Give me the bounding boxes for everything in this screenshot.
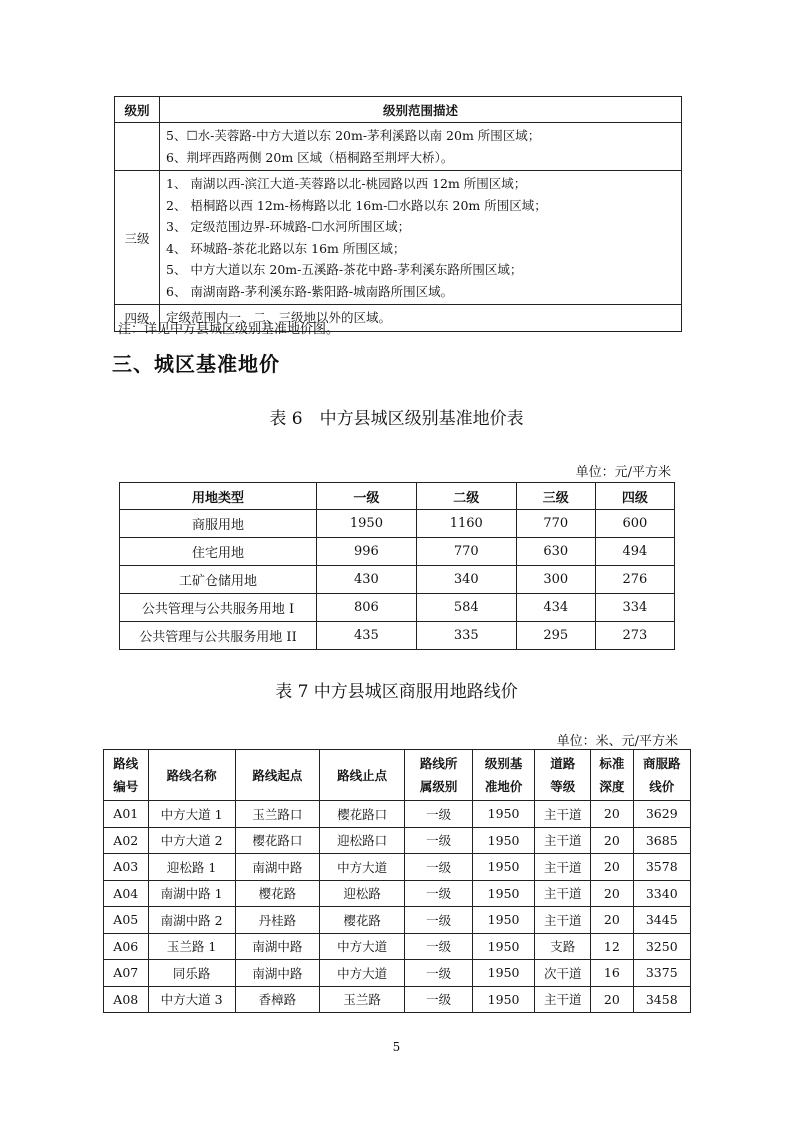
table-cell: 3629 bbox=[633, 801, 690, 828]
table-cell: 340 bbox=[416, 566, 516, 594]
table-cell: 南湖中路 bbox=[235, 854, 319, 881]
description-line: 6、 南湖南路-茅利溪东路-紫阳路-城南路所围区域。 bbox=[166, 283, 454, 299]
table-cell: A02 bbox=[104, 827, 149, 854]
table-cell: 435 bbox=[317, 622, 417, 650]
description-line: 5、☐水-芙蓉路-中方大道以东 20m-茅利溪路以南 20m 所围区域； bbox=[166, 128, 541, 143]
level-cell: 三级 bbox=[115, 171, 160, 305]
table-cell: 香樟路 bbox=[235, 986, 319, 1013]
table-cell: 南湖中路 2 bbox=[148, 907, 235, 934]
table-cell: 20 bbox=[591, 986, 633, 1013]
table-cell: 3578 bbox=[633, 854, 690, 881]
table-cell: 300 bbox=[516, 566, 595, 594]
table-row bbox=[104, 986, 691, 1013]
level-cell: 四级 bbox=[115, 305, 160, 332]
table-cell: 主干道 bbox=[535, 801, 591, 828]
table6-caption: 表 6 中方县城区级别基准地价表 bbox=[269, 409, 524, 429]
table-header-cell: 一级 bbox=[317, 483, 417, 510]
table-cell: 20 bbox=[591, 854, 633, 881]
table-cell: A08 bbox=[104, 986, 149, 1013]
section-title: 三、城区基准地价 bbox=[112, 352, 280, 376]
header-line: 路线止点 bbox=[337, 767, 388, 783]
table-cell: 295 bbox=[516, 622, 595, 650]
table-cell: A06 bbox=[104, 933, 149, 960]
table-cell: 商服用地 bbox=[120, 510, 317, 538]
header-line: 商服路 bbox=[643, 756, 681, 771]
table-cell: 工矿仓储用地 bbox=[120, 566, 317, 594]
table-row bbox=[120, 566, 675, 594]
table-cell: 迎松路 bbox=[320, 880, 405, 907]
table-cell: 中方大道 3 bbox=[148, 986, 235, 1013]
table-cell: 3340 bbox=[633, 880, 690, 907]
description-line: 4、 环城路-茶花北路以东 16m 所围区域； bbox=[166, 240, 406, 256]
table-cell: 中方大道 1 bbox=[148, 801, 235, 828]
table-cell: 20 bbox=[591, 801, 633, 828]
table-cell: 一级 bbox=[405, 986, 473, 1013]
table-cell: 1950 bbox=[472, 960, 534, 987]
table-cell: 玉兰路口 bbox=[235, 801, 319, 828]
table-cell: 迎松路 1 bbox=[148, 854, 235, 881]
table7-caption: 表 7 中方县城区商服用地路线价 bbox=[275, 682, 518, 702]
table-row bbox=[104, 933, 691, 960]
table-header-cell bbox=[535, 750, 591, 801]
table-cell: 3458 bbox=[633, 986, 690, 1013]
table-cell: 16 bbox=[591, 960, 633, 987]
table-row bbox=[104, 801, 691, 828]
table-cell: 住宅用地 bbox=[120, 538, 317, 566]
description-line: 定级范围内一、二、三级地以外的区域。 bbox=[166, 310, 392, 325]
table-cell: 主干道 bbox=[535, 880, 591, 907]
table-header-description: 级别范围描述 bbox=[160, 97, 682, 123]
table-cell: 3375 bbox=[633, 960, 690, 987]
header-line: 道路 bbox=[550, 756, 576, 771]
table-row bbox=[120, 538, 675, 566]
description-line: 6、荆坪西路两侧 20m 区域（梧桐路至荆坪大桥）。 bbox=[166, 149, 454, 165]
page-number: 5 bbox=[392, 1040, 401, 1054]
description-cell bbox=[160, 123, 682, 171]
level-description-table bbox=[114, 96, 682, 332]
table-row bbox=[104, 960, 691, 987]
table-cell: 一级 bbox=[405, 827, 473, 854]
table-row bbox=[120, 594, 675, 622]
table-cell: 南湖中路 bbox=[235, 933, 319, 960]
table-cell: 1950 bbox=[472, 854, 534, 881]
table-cell: 20 bbox=[591, 880, 633, 907]
table-header-cell bbox=[472, 750, 534, 801]
table-cell: 770 bbox=[516, 510, 595, 538]
table-cell: 494 bbox=[595, 538, 674, 566]
description-line: 1、 南湖以西-滨江大道-芙蓉路以北-桃园路以西 12m 所围区域； bbox=[166, 176, 527, 191]
table-cell: A04 bbox=[104, 880, 149, 907]
table-cell: 丹桂路 bbox=[235, 907, 319, 934]
table-cell: 1950 bbox=[472, 880, 534, 907]
table-cell: 公共管理与公共服务用地 II bbox=[120, 622, 317, 650]
table-cell: 770 bbox=[416, 538, 516, 566]
description-line: 5、 中方大道以东 20m-五溪路-茶花中路-茅利溪东路所围区域； bbox=[166, 262, 523, 277]
table-cell: 中方大道 bbox=[320, 960, 405, 987]
route-price-table bbox=[103, 749, 691, 1013]
table-header-cell bbox=[320, 750, 405, 801]
table-header-cell: 三级 bbox=[516, 483, 595, 510]
table-header-cell: 用地类型 bbox=[120, 483, 317, 510]
table-cell: 中方大道 2 bbox=[148, 827, 235, 854]
table-header-level: 级别 bbox=[115, 97, 160, 123]
table-row bbox=[120, 622, 675, 650]
header-line: 准地价 bbox=[484, 779, 523, 794]
table-row bbox=[104, 907, 691, 934]
header-line: 编号 bbox=[113, 779, 139, 794]
table-cell: 支路 bbox=[535, 933, 591, 960]
table-header-cell bbox=[405, 750, 473, 801]
table-cell: 主干道 bbox=[535, 986, 591, 1013]
table-cell: 334 bbox=[595, 594, 674, 622]
table-cell: 南湖中路 1 bbox=[148, 880, 235, 907]
table-cell: 273 bbox=[595, 622, 674, 650]
table-cell: A01 bbox=[104, 801, 149, 828]
header-line: 路线名称 bbox=[166, 767, 217, 783]
table-cell: 公共管理与公共服务用地 I bbox=[120, 594, 317, 622]
table-cell: 1950 bbox=[472, 801, 534, 828]
table-cell: 主干道 bbox=[535, 827, 591, 854]
table-cell: 一级 bbox=[405, 801, 473, 828]
table-cell: 南湖中路 bbox=[235, 960, 319, 987]
table-row bbox=[115, 171, 682, 305]
table-cell: 434 bbox=[516, 594, 595, 622]
header-line: 路线 bbox=[113, 756, 139, 771]
table-cell: 玉兰路 bbox=[320, 986, 405, 1013]
header-line: 线价 bbox=[649, 779, 675, 794]
table-header-cell bbox=[591, 750, 633, 801]
table-header-cell: 二级 bbox=[416, 483, 516, 510]
table-cell: 3685 bbox=[633, 827, 690, 854]
table-cell: A03 bbox=[104, 854, 149, 881]
table-cell: 樱花路口 bbox=[320, 801, 405, 828]
table7-unit: 单位：米、元/平方米 bbox=[556, 734, 678, 749]
table-row bbox=[120, 510, 675, 538]
table-header-cell bbox=[633, 750, 690, 801]
table-cell: 12 bbox=[591, 933, 633, 960]
table-cell: 1950 bbox=[472, 933, 534, 960]
table-cell: 中方大道 bbox=[320, 854, 405, 881]
table-cell: 樱花路口 bbox=[235, 827, 319, 854]
table-cell: 3445 bbox=[633, 907, 690, 934]
table-cell: 中方大道 bbox=[320, 933, 405, 960]
header-line: 标准 bbox=[599, 756, 625, 771]
table-cell: 一级 bbox=[405, 880, 473, 907]
table-cell: 276 bbox=[595, 566, 674, 594]
table-cell: 1950 bbox=[472, 986, 534, 1013]
table-cell: 一级 bbox=[405, 907, 473, 934]
header-line: 等级 bbox=[550, 779, 576, 794]
table-cell: 806 bbox=[317, 594, 417, 622]
table-cell: 996 bbox=[317, 538, 417, 566]
table-header-cell bbox=[104, 750, 149, 801]
table-header-cell: 四级 bbox=[595, 483, 674, 510]
table-cell: 1950 bbox=[472, 827, 534, 854]
table-cell: 630 bbox=[516, 538, 595, 566]
table-cell: 335 bbox=[416, 622, 516, 650]
table-cell: 3250 bbox=[633, 933, 690, 960]
table-cell: 1950 bbox=[472, 907, 534, 934]
level-cell bbox=[115, 123, 160, 171]
table-row bbox=[104, 854, 691, 881]
table-cell: 主干道 bbox=[535, 907, 591, 934]
header-line: 深度 bbox=[599, 779, 625, 794]
table-row bbox=[115, 123, 682, 171]
table-cell: 一级 bbox=[405, 960, 473, 987]
table-cell: A07 bbox=[104, 960, 149, 987]
table-cell: A05 bbox=[104, 907, 149, 934]
table-cell: 430 bbox=[317, 566, 417, 594]
benchmark-price-table bbox=[119, 482, 675, 650]
header-line: 路线所 bbox=[419, 756, 458, 771]
table-cell: 一级 bbox=[405, 933, 473, 960]
table-cell: 主干道 bbox=[535, 854, 591, 881]
table-cell: 迎松路口 bbox=[320, 827, 405, 854]
table-cell: 玉兰路 1 bbox=[148, 933, 235, 960]
table-header-cell bbox=[148, 750, 235, 801]
table6-unit: 单位：元/平方米 bbox=[575, 465, 671, 480]
table-cell: 同乐路 bbox=[148, 960, 235, 987]
header-line: 级别基 bbox=[484, 756, 523, 771]
table-row bbox=[104, 880, 691, 907]
description-line: 3、 定级范围边界-环城路-☐水河所围区域； bbox=[166, 219, 411, 234]
description-line: 2、 梧桐路以西 12m-杨梅路以北 16m-☐水路以东 20m 所围区域； bbox=[166, 197, 547, 213]
table-cell: 一级 bbox=[405, 854, 473, 881]
table-cell: 20 bbox=[591, 907, 633, 934]
description-cell bbox=[160, 171, 682, 305]
table-cell: 1160 bbox=[416, 510, 516, 538]
table-cell: 20 bbox=[591, 827, 633, 854]
table-header-cell bbox=[235, 750, 319, 801]
table-row bbox=[104, 827, 691, 854]
table-cell: 1950 bbox=[317, 510, 417, 538]
header-line: 路线起点 bbox=[252, 767, 303, 783]
table-note: 注：详见中方县城区级别基准地价图。 bbox=[118, 322, 340, 337]
header-line: 属级别 bbox=[419, 779, 458, 794]
table-cell: 樱花路 bbox=[320, 907, 405, 934]
table-cell: 次干道 bbox=[535, 960, 591, 987]
table-cell: 600 bbox=[595, 510, 674, 538]
table-cell: 584 bbox=[416, 594, 516, 622]
table-cell: 樱花路 bbox=[235, 880, 319, 907]
